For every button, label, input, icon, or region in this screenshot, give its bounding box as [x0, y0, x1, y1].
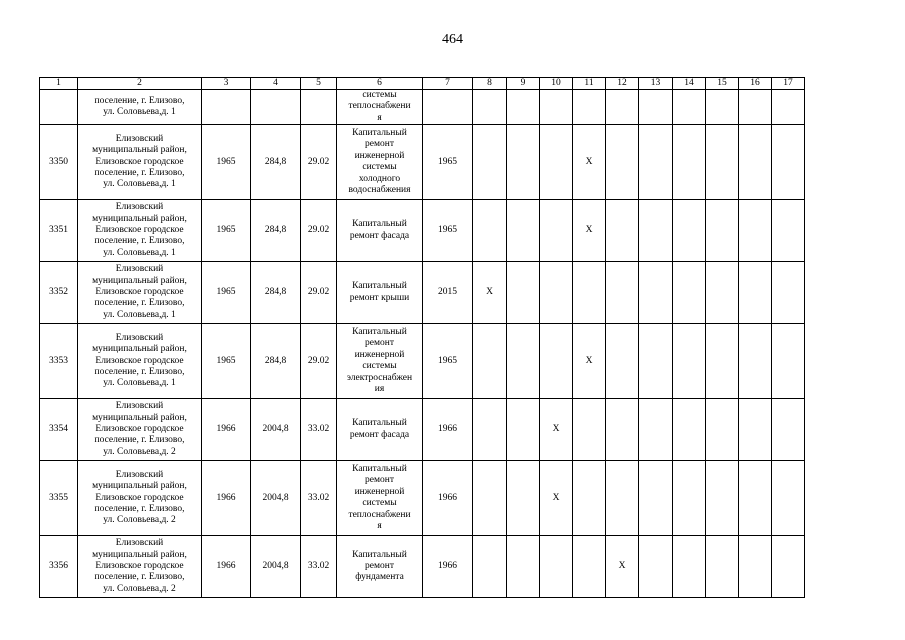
row-number-cell: 3355 [40, 461, 78, 536]
table-row [40, 200, 805, 262]
row-number-cell: 3350 [40, 125, 78, 200]
mark-cell-16 [739, 200, 772, 262]
row-number-cell: 3354 [40, 399, 78, 461]
code-cell: 33.02 [301, 461, 337, 536]
work-type-cell: Капитальный ремонт фундамента [337, 536, 423, 598]
work-type-cell: Капитальный ремонт фасада [337, 399, 423, 461]
plan-year-cell [423, 90, 473, 125]
year-built-cell: 1965 [202, 262, 251, 324]
mark-cell-12 [606, 262, 639, 324]
work-type-cell: Капитальный ремонт инженерной системы теплоснабжени я [337, 461, 423, 536]
address-cell: поселение, г. Елизово, ул. Соловьева,д. 1 [78, 90, 202, 125]
header-cell: 5 [301, 78, 337, 90]
code-cell: 29.02 [301, 125, 337, 200]
mark-cell-13 [639, 399, 673, 461]
mark-cell-15 [706, 262, 739, 324]
mark-cell-15 [706, 399, 739, 461]
year-built-cell: 1966 [202, 536, 251, 598]
plan-year-cell: 1965 [423, 200, 473, 262]
mark-cell-17 [772, 461, 805, 536]
header-cell: 8 [473, 78, 507, 90]
mark-cell-9 [507, 399, 540, 461]
header-cell: 10 [540, 78, 573, 90]
address-cell: Елизовский муниципальный район, Елизовское городское поселение, г. Елизово, ул. Соловьева,д. 2 [78, 536, 202, 598]
mark-cell-14 [673, 324, 706, 399]
plan-year-cell: 1966 [423, 399, 473, 461]
address-cell: Елизовский муниципальный район, Елизовское городское поселение, г. Елизово, ул. Соловьева,д. 2 [78, 461, 202, 536]
mark-cell-11 [573, 90, 606, 125]
repair-registry-table [39, 77, 805, 598]
row-number-cell: 3351 [40, 200, 78, 262]
table-body [40, 78, 805, 598]
mark-cell-8 [473, 536, 507, 598]
mark-cell-11: X [573, 125, 606, 200]
header-cell: 3 [202, 78, 251, 90]
mark-cell-17 [772, 125, 805, 200]
mark-cell-14 [673, 125, 706, 200]
mark-cell-17 [772, 200, 805, 262]
row-number-cell: 3356 [40, 536, 78, 598]
work-type-cell: Капитальный ремонт крыши [337, 262, 423, 324]
year-built-cell: 1965 [202, 200, 251, 262]
mark-cell-12 [606, 200, 639, 262]
plan-year-cell: 1966 [423, 461, 473, 536]
address-cell: Елизовский муниципальный район, Елизовское городское поселение, г. Елизово, ул. Соловьева,д. 1 [78, 262, 202, 324]
mark-cell-12 [606, 399, 639, 461]
plan-year-cell: 1966 [423, 536, 473, 598]
table-row [40, 125, 805, 200]
year-built-cell: 1965 [202, 324, 251, 399]
mark-cell-13 [639, 536, 673, 598]
year-built-cell [202, 90, 251, 125]
code-cell [301, 90, 337, 125]
column-number-header-row [40, 78, 805, 90]
mark-cell-10 [540, 125, 573, 200]
header-cell: 6 [337, 78, 423, 90]
mark-cell-13 [639, 324, 673, 399]
table-row [40, 90, 805, 125]
table-row [40, 324, 805, 399]
address-cell: Елизовский муниципальный район, Елизовское городское поселение, г. Елизово, ул. Соловьева,д. 2 [78, 399, 202, 461]
plan-year-cell: 1965 [423, 125, 473, 200]
mark-cell-12 [606, 461, 639, 536]
mark-cell-15 [706, 200, 739, 262]
mark-cell-13 [639, 125, 673, 200]
work-type-cell: системы теплоснабжени я [337, 90, 423, 125]
work-type-cell: Капитальный ремонт инженерной системы электроснабжен ия [337, 324, 423, 399]
mark-cell-10: X [540, 461, 573, 536]
mark-cell-10 [540, 90, 573, 125]
mark-cell-9 [507, 536, 540, 598]
mark-cell-17 [772, 536, 805, 598]
mark-cell-9 [507, 200, 540, 262]
area-cell: 284,8 [251, 324, 301, 399]
header-cell: 1 [40, 78, 78, 90]
mark-cell-16 [739, 262, 772, 324]
header-cell: 9 [507, 78, 540, 90]
mark-cell-9 [507, 262, 540, 324]
header-cell: 16 [739, 78, 772, 90]
header-cell: 12 [606, 78, 639, 90]
mark-cell-17 [772, 90, 805, 125]
mark-cell-9 [507, 324, 540, 399]
mark-cell-16 [739, 90, 772, 125]
area-cell [251, 90, 301, 125]
mark-cell-11 [573, 262, 606, 324]
mark-cell-12 [606, 125, 639, 200]
mark-cell-8 [473, 324, 507, 399]
header-cell: 7 [423, 78, 473, 90]
mark-cell-12 [606, 324, 639, 399]
table-row [40, 399, 805, 461]
mark-cell-11 [573, 461, 606, 536]
area-cell: 2004,8 [251, 536, 301, 598]
row-number-cell: 3352 [40, 262, 78, 324]
plan-year-cell: 2015 [423, 262, 473, 324]
mark-cell-14 [673, 200, 706, 262]
mark-cell-14 [673, 461, 706, 536]
mark-cell-8 [473, 461, 507, 536]
code-cell: 29.02 [301, 200, 337, 262]
table-row [40, 536, 805, 598]
mark-cell-9 [507, 90, 540, 125]
area-cell: 2004,8 [251, 461, 301, 536]
mark-cell-16 [739, 536, 772, 598]
code-cell: 29.02 [301, 262, 337, 324]
mark-cell-8 [473, 200, 507, 262]
mark-cell-16 [739, 324, 772, 399]
area-cell: 2004,8 [251, 399, 301, 461]
year-built-cell: 1966 [202, 399, 251, 461]
mark-cell-11: X [573, 200, 606, 262]
header-cell: 11 [573, 78, 606, 90]
mark-cell-11 [573, 399, 606, 461]
mark-cell-11: X [573, 324, 606, 399]
table-row [40, 262, 805, 324]
mark-cell-16 [739, 461, 772, 536]
mark-cell-14 [673, 536, 706, 598]
mark-cell-8 [473, 90, 507, 125]
mark-cell-8: X [473, 262, 507, 324]
mark-cell-17 [772, 262, 805, 324]
address-cell: Елизовский муниципальный район, Елизовское городское поселение, г. Елизово, ул. Соловьева,д. 1 [78, 200, 202, 262]
work-type-cell: Капитальный ремонт фасада [337, 200, 423, 262]
mark-cell-14 [673, 399, 706, 461]
mark-cell-14 [673, 90, 706, 125]
header-cell: 13 [639, 78, 673, 90]
mark-cell-13 [639, 90, 673, 125]
mark-cell-12: X [606, 536, 639, 598]
year-built-cell: 1965 [202, 125, 251, 200]
address-cell: Елизовский муниципальный район, Елизовское городское поселение, г. Елизово, ул. Соловьева,д. 1 [78, 125, 202, 200]
address-cell: Елизовский муниципальный район, Елизовское городское поселение, г. Елизово, ул. Соловьева,д. 1 [78, 324, 202, 399]
mark-cell-11 [573, 536, 606, 598]
mark-cell-15 [706, 536, 739, 598]
mark-cell-15 [706, 90, 739, 125]
mark-cell-9 [507, 461, 540, 536]
header-cell: 4 [251, 78, 301, 90]
mark-cell-10: X [540, 399, 573, 461]
mark-cell-12 [606, 90, 639, 125]
plan-year-cell: 1965 [423, 324, 473, 399]
code-cell: 29.02 [301, 324, 337, 399]
year-built-cell: 1966 [202, 461, 251, 536]
table-row [40, 461, 805, 536]
mark-cell-15 [706, 461, 739, 536]
area-cell: 284,8 [251, 125, 301, 200]
mark-cell-13 [639, 200, 673, 262]
mark-cell-8 [473, 125, 507, 200]
code-cell: 33.02 [301, 536, 337, 598]
mark-cell-15 [706, 324, 739, 399]
area-cell: 284,8 [251, 262, 301, 324]
header-cell: 14 [673, 78, 706, 90]
header-cell: 2 [78, 78, 202, 90]
mark-cell-17 [772, 399, 805, 461]
header-cell: 17 [772, 78, 805, 90]
mark-cell-13 [639, 262, 673, 324]
mark-cell-9 [507, 125, 540, 200]
row-number-cell [40, 90, 78, 125]
mark-cell-16 [739, 399, 772, 461]
area-cell: 284,8 [251, 200, 301, 262]
code-cell: 33.02 [301, 399, 337, 461]
mark-cell-16 [739, 125, 772, 200]
mark-cell-17 [772, 324, 805, 399]
work-type-cell: Капитальный ремонт инженерной системы холодного водоснабжения [337, 125, 423, 200]
mark-cell-10 [540, 262, 573, 324]
mark-cell-10 [540, 536, 573, 598]
row-number-cell: 3353 [40, 324, 78, 399]
mark-cell-15 [706, 125, 739, 200]
mark-cell-8 [473, 399, 507, 461]
header-cell: 15 [706, 78, 739, 90]
page-number: 464 [442, 32, 463, 47]
mark-cell-10 [540, 200, 573, 262]
mark-cell-10 [540, 324, 573, 399]
mark-cell-13 [639, 461, 673, 536]
mark-cell-14 [673, 262, 706, 324]
